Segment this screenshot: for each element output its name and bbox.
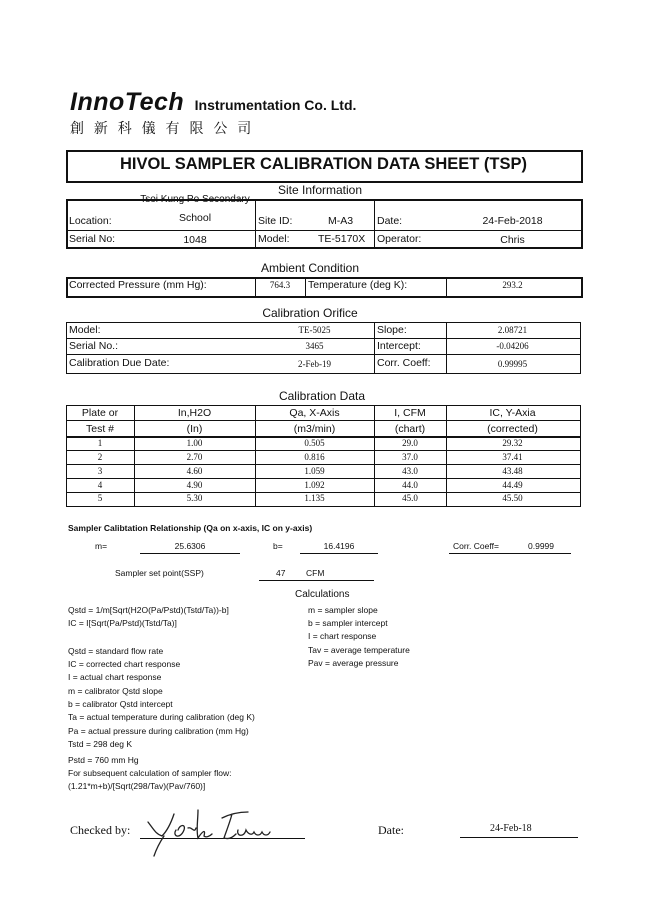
calib-heading: Calibration Data [278, 389, 366, 403]
corr-coeff-label: Corr. Coeff= [453, 541, 499, 551]
calib-cell: 4.60 [186, 466, 203, 476]
calc-line: I = chart response [308, 631, 377, 641]
calc-line: IC = corrected chart response [68, 659, 181, 669]
model-label: Model: [258, 233, 290, 245]
model-value: TE-5170X [318, 233, 366, 245]
company-chinese-name: 創 新 科 儀 有 限 公 司 [70, 120, 255, 136]
m-label: m= [95, 541, 108, 551]
underline [140, 553, 240, 554]
calc-line: Qstd = standard flow rate [68, 646, 164, 656]
orifice-heading: Calibration Orifice [262, 306, 358, 320]
orifice-coeff-label: Corr. Coeff: [377, 357, 431, 369]
company-logo [70, 88, 356, 117]
orifice-slope-label: Slope: [377, 324, 407, 336]
orifice-slope-value: 2.08721 [497, 325, 528, 335]
site-id-label: Site ID: [258, 215, 293, 227]
relationship-heading: Sampler Calibtation Relationship (Qa on x-axis, IC on y-axis) [68, 523, 313, 533]
calib-cell: 5.30 [186, 493, 203, 503]
calib-cell: 45.0 [402, 493, 418, 503]
calc-line: Tstd = 298 deg K [68, 739, 133, 749]
calc-line: For subsequent calculation of sampler flow: [68, 768, 232, 778]
divider [305, 277, 306, 296]
ambient-heading: Ambient Condition [260, 261, 360, 275]
serial-value: 1048 [183, 234, 207, 246]
calib-cell: 1.092 [304, 480, 325, 490]
divider [66, 450, 580, 451]
calc-line: m = sampler slope [308, 605, 378, 615]
location-value-line2: School [178, 212, 212, 224]
calib-cell: 2 [97, 452, 103, 462]
footer-date-value: 24-Feb-18 [490, 823, 532, 834]
calib-cell: 0.816 [304, 452, 325, 462]
company-name: InnoTech [70, 88, 185, 116]
orifice-due-label: Calibration Due Date: [69, 357, 170, 369]
divider [66, 464, 580, 465]
ssp-unit: CFM [306, 568, 325, 578]
calib-cell: 0.505 [304, 438, 325, 448]
calculations-heading: Calculations [295, 589, 350, 600]
calc-line: Ta = actual temperature during calibration (deg K) [68, 712, 255, 722]
calib-cell: 37.41 [502, 452, 523, 462]
calib-header: (corrected) [487, 423, 538, 435]
date-label: Date: [377, 215, 403, 227]
calib-cell: 1 [97, 438, 103, 448]
calib-header: Plate or [81, 407, 119, 419]
underline [460, 837, 578, 838]
calc-line: m = calibrator Qstd slope [68, 686, 163, 696]
calib-header: In,H2O [177, 407, 212, 419]
checked-by-label: Checked by: [70, 823, 131, 837]
orifice-model-value: TE-5025 [298, 325, 331, 335]
calib-cell: 37.0 [402, 452, 418, 462]
site-id-value: M-A3 [328, 215, 354, 227]
calib-header: (chart) [394, 423, 426, 435]
calib-cell: 44.49 [502, 480, 523, 490]
calib-cell: 2.70 [186, 452, 203, 462]
calib-cell: 43.0 [402, 466, 418, 476]
divider [374, 322, 375, 373]
calc-line: (1.21*m+b)/[Sqrt(298/Tav)(Pav/760)] [68, 781, 206, 791]
signature-mark [140, 800, 310, 860]
operator-value: Chris [500, 234, 525, 246]
calc-line: Pa = actual pressure during calibration (mm Hg) [68, 726, 249, 736]
calib-cell: 1.00 [186, 438, 203, 448]
location-label: Location: [69, 215, 112, 227]
calib-cell: 43.48 [502, 466, 523, 476]
temperature-label: Temperature (deg K): [308, 279, 408, 291]
calc-line: I = actual chart response [68, 672, 162, 682]
location-value-line1: Tsoi Kung Po Secondary [140, 194, 250, 205]
calib-cell: 45.50 [502, 493, 523, 503]
underline [259, 580, 374, 581]
pressure-value: 764.3 [269, 280, 291, 290]
divider [66, 420, 580, 421]
calib-cell: 44.0 [402, 480, 418, 490]
divider [66, 478, 580, 479]
calib-cell: 4 [97, 480, 103, 490]
divider [66, 230, 581, 231]
orifice-due-value: 2-Feb-19 [298, 359, 331, 369]
divider [374, 199, 375, 247]
orifice-serial-value: 3465 [305, 341, 324, 351]
orifice-model-label: Model: [69, 324, 101, 336]
divider [66, 338, 580, 339]
calc-line: Pav = average pressure [308, 658, 399, 668]
b-label: b= [273, 541, 283, 551]
temperature-value: 293.2 [502, 280, 523, 290]
m-value: 25.6306 [174, 541, 206, 551]
orifice-intercept-value: -0.04206 [496, 341, 529, 351]
calc-line: Tav = average temperature [308, 645, 410, 655]
calib-header: IC, Y-Axia [489, 407, 536, 419]
calib-header: (m3/min) [293, 423, 336, 435]
calib-header: (In) [186, 423, 203, 435]
calib-cell: 29.0 [402, 438, 418, 448]
date-value: 24-Feb-2018 [482, 215, 543, 227]
footer-date-label: Date: [378, 823, 404, 837]
calib-cell: 5 [97, 493, 103, 503]
calib-cell: 1.059 [304, 466, 325, 476]
calc-line: Pstd = 760 mm Hg [68, 755, 139, 765]
page-title: HIVOL SAMPLER CALIBRATION DATA SHEET (TSP) [120, 155, 527, 173]
signature [140, 800, 310, 860]
orifice-intercept-label: Intercept: [377, 340, 421, 352]
serial-label: Serial No: [69, 233, 116, 245]
calib-header: I, CFM [394, 407, 426, 419]
calc-line: b = calibrator Qstd intercept [68, 699, 173, 709]
ssp-label: Sampler set point(SSP) [115, 568, 204, 578]
calib-header: Test # [85, 423, 114, 435]
calc-line: Qstd = 1/m[Sqrt(H2O(Pa/Pstd)(Tstd/Ta))-b] [68, 605, 229, 615]
underline [300, 553, 378, 554]
calc-line: IC = I[Sqrt(Pa/Pstd)(Tstd/Ta)] [68, 618, 177, 628]
divider [66, 354, 580, 355]
calib-cell: 3 [97, 466, 103, 476]
b-value: 16.4196 [323, 541, 355, 551]
underline [449, 553, 571, 554]
operator-label: Operator: [377, 233, 422, 245]
calib-cell: 4.90 [186, 480, 203, 490]
pressure-label: Corrected Pressure (mm Hg): [69, 279, 207, 291]
calc-line: b = sampler intercept [308, 618, 388, 628]
site-info-heading: Site Information [277, 183, 363, 197]
calib-header: Qa, X-Axis [289, 407, 340, 419]
calib-cell: 29.32 [502, 438, 523, 448]
company-suffix: Instrumentation Co. Ltd. [194, 97, 357, 113]
ssp-value: 47 [276, 568, 286, 578]
orifice-serial-label: Serial No.: [69, 340, 119, 352]
calib-cell: 1.135 [304, 493, 325, 503]
orifice-coeff-value: 0.99995 [497, 359, 528, 369]
corr-coeff-value: 0.9999 [528, 541, 554, 551]
